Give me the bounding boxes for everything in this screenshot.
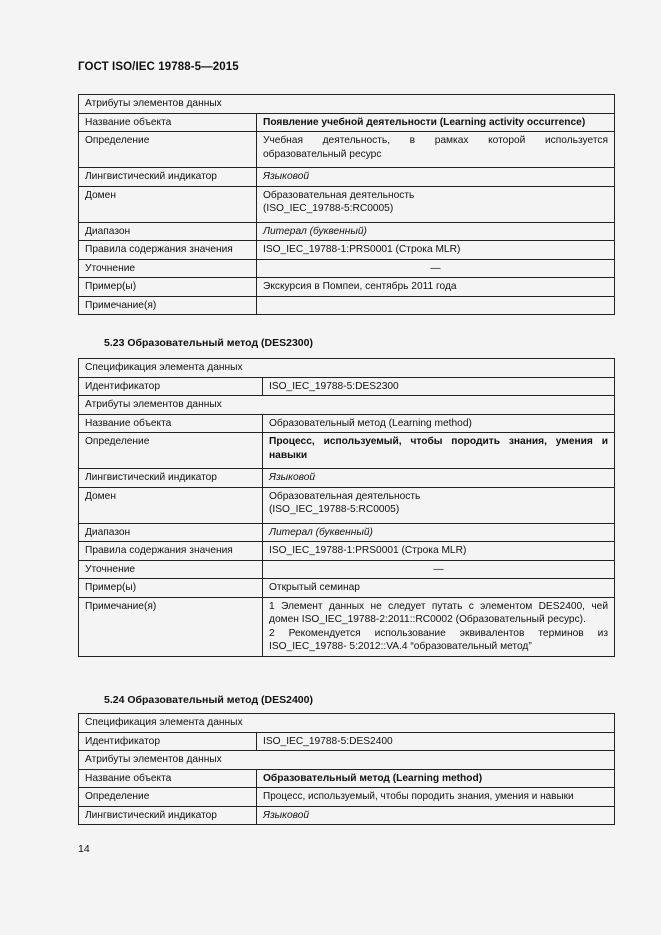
domain-line: Образовательная деятельность: [263, 189, 415, 201]
row-label: Название объекта: [79, 414, 263, 433]
content-rules-value: ISO_IEC_19788-1:PRS0001 (Строка MLR): [257, 241, 615, 260]
attributes-header: Атрибуты элементов данных: [79, 95, 615, 114]
definition-value: Процесс, используемый, чтобы породить знания, умения и навыки: [263, 433, 615, 469]
table-row: [79, 132, 615, 168]
object-name-value: Образовательный метод (Learning method): [257, 769, 615, 788]
row-label: Домен: [79, 186, 257, 222]
refinement-value: —: [257, 259, 615, 278]
table-row: [79, 359, 615, 378]
row-label: Лингвистический индикатор: [79, 806, 257, 825]
spec-header: Спецификация элемента данных: [79, 359, 615, 378]
table-row: [79, 806, 615, 825]
linguistic-indicator-value: Языковой: [263, 469, 615, 488]
page-number: 14: [78, 843, 90, 855]
table-row: [79, 168, 615, 187]
table-row: [79, 377, 615, 396]
row-label: Определение: [79, 132, 257, 168]
table-row: [79, 714, 615, 733]
spec-header: Спецификация элемента данных: [79, 714, 615, 733]
attributes-header: Атрибуты элементов данных: [79, 396, 615, 415]
row-label: Название объекта: [79, 113, 257, 132]
object-name-value: Появление учебной деятельности (Learning activity occurrence): [257, 113, 615, 132]
table-row: [79, 751, 615, 770]
domain-line: Образовательная деятельность: [269, 490, 421, 502]
table-row: [79, 414, 615, 433]
attributes-table-3: [78, 713, 615, 825]
row-label: Диапазон: [79, 222, 257, 241]
examples-value: Открытый семинар: [263, 579, 615, 598]
table-row: [79, 259, 615, 278]
domain-line: (ISO_IEC_19788-5:RC0005): [269, 504, 400, 515]
attributes-table-1: [78, 94, 615, 315]
range-value: Литерал (буквенный): [263, 523, 615, 542]
row-label: Уточнение: [79, 259, 257, 278]
object-name-value: Образовательный метод (Learning method): [263, 414, 615, 433]
row-label: Идентификатор: [79, 732, 257, 751]
table-row: [79, 278, 615, 297]
attributes-header: Атрибуты элементов данных: [79, 751, 615, 770]
attributes-table-2: [78, 358, 615, 657]
row-label: Лингвистический индикатор: [79, 168, 257, 187]
row-label: Примечание(я): [79, 296, 257, 315]
table-row: [79, 487, 615, 523]
refinement-value: —: [263, 560, 615, 579]
note-1: 1 Элемент данных не следует путать с элементом DES2400, чей домен ISO_IEC_19788-2:2011::RC0002 (Образовательный ресурс).: [269, 600, 609, 625]
table-row: [79, 396, 615, 415]
row-label: Определение: [79, 433, 263, 469]
table-row: [79, 769, 615, 788]
row-label: Пример(ы): [79, 579, 263, 598]
table-row: [79, 95, 615, 114]
table-row: [79, 523, 615, 542]
table-row: [79, 542, 615, 561]
row-label: Правила содержания значения: [79, 542, 263, 561]
table-row: [79, 788, 615, 807]
row-label: Пример(ы): [79, 278, 257, 297]
linguistic-indicator-value: Языковой: [257, 806, 615, 825]
table-row: [79, 579, 615, 598]
table-row: [79, 469, 615, 488]
row-label: Уточнение: [79, 560, 263, 579]
table-row: [79, 597, 615, 656]
identifier-value: ISO_IEC_19788-5:DES2300: [263, 377, 615, 396]
range-value: Литерал (буквенный): [257, 222, 615, 241]
section-title: 5.23 Образовательный метод (DES2300): [104, 337, 313, 349]
row-label: Домен: [79, 487, 263, 523]
row-label: Диапазон: [79, 523, 263, 542]
notes-value: [263, 597, 615, 656]
table-row: [79, 186, 615, 222]
table-row: [79, 296, 615, 315]
row-label: Примечание(я): [79, 597, 263, 656]
domain-line: (ISO_IEC_19788-5:RC0005): [263, 203, 394, 214]
content-rules-value: ISO_IEC_19788-1:PRS0001 (Строка MLR): [263, 542, 615, 561]
note-2: 2 Рекомендуется использование эквивалентов терминов из ISO_IEC_19788- 5:2012::VA.4 “образовательный метод”: [269, 627, 609, 652]
domain-value: [257, 186, 615, 222]
linguistic-indicator-value: Языковой: [257, 168, 615, 187]
table-row: [79, 732, 615, 751]
section-title: 5.24 Образовательный метод (DES2400): [104, 694, 313, 706]
table-row: [79, 241, 615, 260]
definition-value: Учебная деятельность, в рамках которой используется образовательный ресурс: [257, 132, 615, 168]
row-label: Название объекта: [79, 769, 257, 788]
identifier-value: ISO_IEC_19788-5:DES2400: [257, 732, 615, 751]
document-header: ГОСТ ISO/IEC 19788-5—2015: [78, 61, 239, 73]
row-label: Идентификатор: [79, 377, 263, 396]
table-row: [79, 222, 615, 241]
examples-value: Экскурсия в Помпеи, сентябрь 2011 года: [257, 278, 615, 297]
domain-value: [263, 487, 615, 523]
table-row: [79, 113, 615, 132]
row-label: Правила содержания значения: [79, 241, 257, 260]
notes-value: [257, 296, 615, 315]
row-label: Определение: [79, 788, 257, 807]
row-label: Лингвистический индикатор: [79, 469, 263, 488]
table-row: [79, 560, 615, 579]
table-row: [79, 433, 615, 469]
definition-value: Процесс, используемый, чтобы породить знания, умения и навыки: [257, 788, 615, 807]
